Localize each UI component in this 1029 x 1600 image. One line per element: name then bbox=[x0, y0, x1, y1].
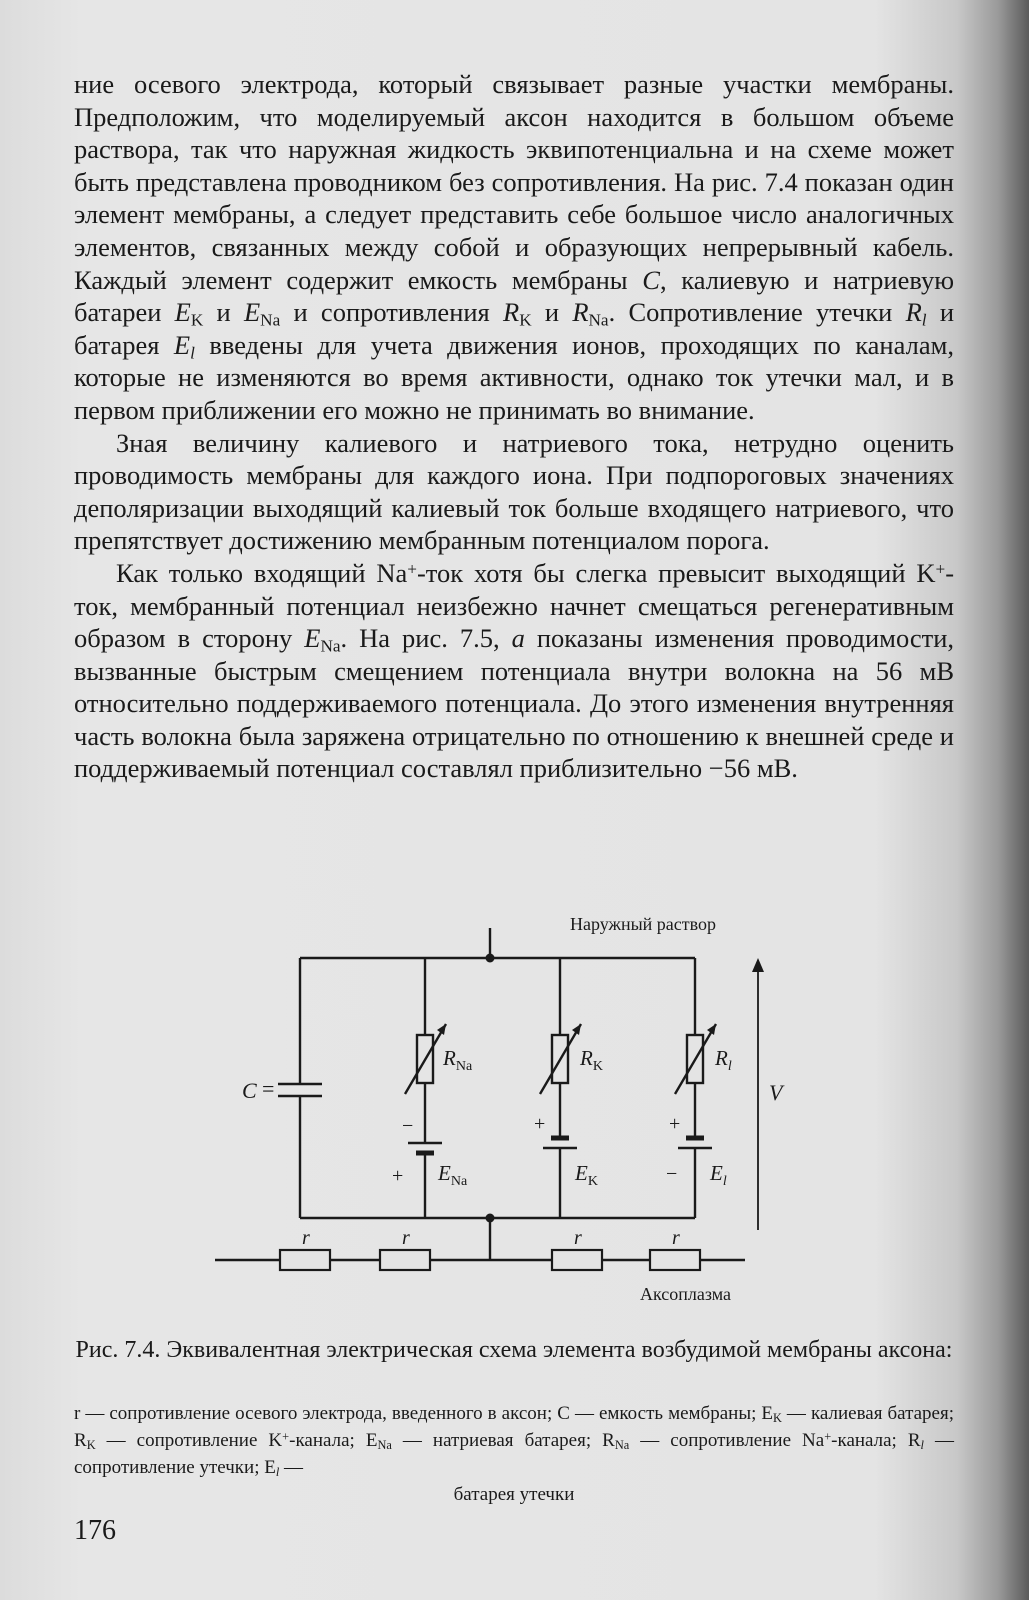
paragraph-3: Как только входящий Na+-ток хотя бы слегка превысит выходящий K+-ток, мембранный потенциал неизбежно начнет смещаться регенеративным образом в сторону $E_{Na}$. На рис. 7.5, а показаны изменения проводимости, вызванные быстрым смещением потенциала внутри волокна на 56 мВ относительно поддерживаемого потенциала. До этого изменения внутренняя часть волокна была заряжена отрицательно по отношению к внешней среде и поддерживаемый потенциал составлял приблизительно −56 мВ. bbox=[74, 557, 955, 784]
label-el: $E_l$ bbox=[710, 1161, 727, 1189]
circuit-diagram bbox=[180, 900, 800, 1310]
label-rl: $R_l$ bbox=[715, 1046, 732, 1074]
label-ena-minus: − bbox=[402, 1115, 414, 1137]
label-outer-solution: Наружный раствор bbox=[570, 914, 717, 934]
label-rk: $R_K$ bbox=[580, 1046, 603, 1074]
label-el-plus: + bbox=[669, 1113, 681, 1135]
label-el-minus: − bbox=[666, 1163, 678, 1185]
paragraph-2: Зная величину калиевого и натриевого тока, нетрудно оценить проводимость мембраны для каждого иона. При подпороговых значениях деполяризации выходящий калиевый ток больше входящего натриевого, что препятствует достижению мембранным потенциалом порога. bbox=[74, 427, 954, 556]
figure-caption: Рис. 7.4. Эквивалентная электрическая схема элемента возбудимой мембраны аксона: bbox=[75, 1337, 953, 1363]
label-ek-plus: + bbox=[534, 1113, 546, 1135]
label-ena-plus: + bbox=[392, 1165, 404, 1187]
circuit-svg bbox=[180, 900, 800, 1310]
figure-legend: r — сопротивление осевого электрода, введенного в аксон; C — емкость мембраны; $E_K$ — калиевая батарея; $R_K$ — сопротивление K+-канала; $E_{Na}$ — натриевая батарея; $R_{Na}$ — сопротивление Na+-канала; $R_l$ — сопротивление утечки; $E_l$ — батарея утечки bbox=[74, 1403, 955, 1505]
label-c: C bbox=[242, 1078, 257, 1103]
axial-resistor-1 bbox=[280, 1250, 330, 1270]
top-node bbox=[486, 954, 495, 963]
label-c-equals: = bbox=[262, 1076, 275, 1101]
label-axoplasm: Аксоплазма bbox=[640, 1284, 732, 1304]
label-rna: $R_{Na}$ bbox=[443, 1046, 473, 1074]
label-ena: $E_{Na}$ bbox=[438, 1161, 468, 1189]
voltage-arrowhead bbox=[752, 958, 764, 972]
bottom-node bbox=[486, 1214, 495, 1223]
paragraph-1: ние осевого электрода, который связывает разные участки мембраны. Предположим, что моделируемый аксон находится в большом объеме раствора, так что наружная жидкость эквипотенциальна и на схеме может быть представлена проводником без сопротивления. На рис. 7.4 показан один элемент мембраны, а следует представить себе большое число аналогичных элементов, связанных между собой и образующих непрерывный кабель. Каждый элемент содержит емкость мембраны C, калиевую и натриевую батареи $E_K$ и $E_{Na}$ и сопротивления $R_K$ и $R_{Na}$. Сопротивление утечки $R_l$ и батарея $E_l$ введены для учета движения ионов, проходящих по каналам, которые не изменяются во время активности, однако ток утечки мал, и в первом приближении его можно не принимать во внимание. bbox=[74, 69, 954, 425]
label-r-3: r bbox=[574, 1227, 582, 1249]
page-number: 176 bbox=[74, 1515, 116, 1546]
label-r-4: r bbox=[672, 1227, 680, 1249]
axial-resistor-4 bbox=[650, 1250, 700, 1270]
label-v: V bbox=[769, 1080, 783, 1105]
axial-resistor-3 bbox=[552, 1250, 602, 1270]
label-r-2: r bbox=[402, 1227, 410, 1249]
label-r-1: r bbox=[302, 1227, 310, 1249]
body-text bbox=[74, 68, 954, 785]
axial-resistor-2 bbox=[380, 1250, 430, 1270]
label-ek: $E_K$ bbox=[575, 1161, 598, 1189]
